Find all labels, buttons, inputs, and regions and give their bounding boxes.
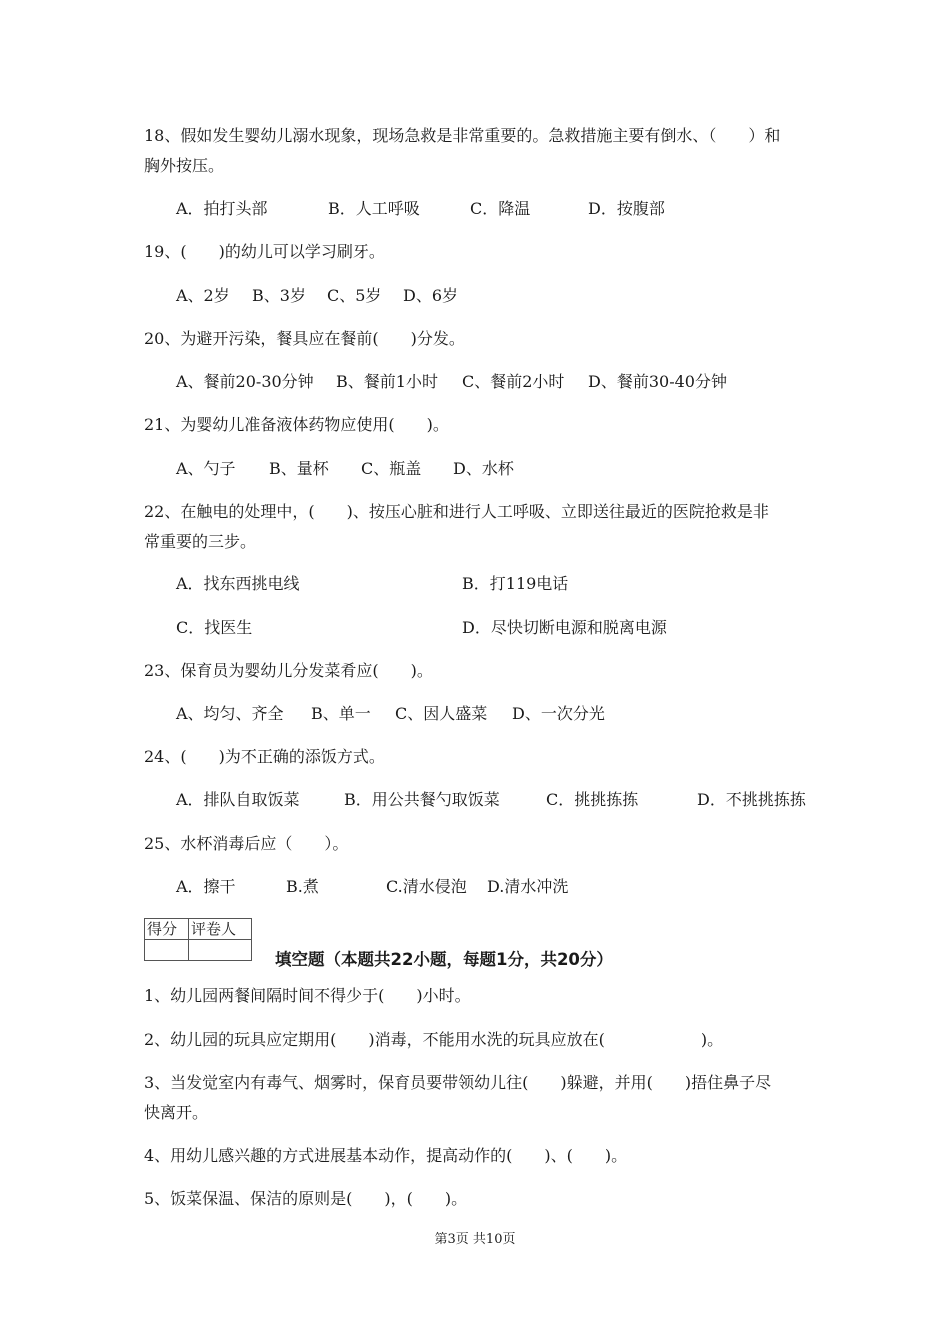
score-header: 得分 <box>145 919 189 940</box>
fill-3-text-cont: 快离开。 <box>144 1103 209 1122</box>
fill-5-text: 5、饭菜保温、保洁的原则是( )，( )。 <box>144 1189 468 1208</box>
question-21-option-a: A、勺子 <box>176 459 236 478</box>
question-23-option-d: D、一次分光 <box>512 704 605 723</box>
question-25-option-d: D.清水冲洗 <box>487 877 569 896</box>
question-19-option-d: D、6岁 <box>403 286 459 305</box>
question-23-text: 23、保育员为婴幼儿分发菜肴应( )。 <box>144 661 433 680</box>
section-title: 填空题（本题共22小题，每题1分，共20分） <box>275 950 613 969</box>
question-20-option-b: B、餐前1小时 <box>336 372 438 391</box>
question-22-option-d: D．尽快切断电源和脱离电源 <box>462 618 667 637</box>
question-18-option-a: A．拍打头部 <box>176 199 268 218</box>
question-20-option-c: C、餐前2小时 <box>462 372 565 391</box>
grader-header: 评卷人 <box>189 919 252 940</box>
question-23-option-a: A、均匀、齐全 <box>176 704 284 723</box>
question-21-option-c: C、瓶盖 <box>361 459 422 478</box>
question-24-option-d: D．不挑挑拣拣 <box>697 790 806 809</box>
question-22-option-c: C．找医生 <box>176 618 253 637</box>
grader-cell <box>189 940 252 961</box>
fill-2-text: 2、幼儿园的玩具应定期用( )消毒，不能用水洗的玩具应放在( )。 <box>144 1030 724 1049</box>
question-19-option-a: A、2岁 <box>176 286 230 305</box>
question-18-text-cont: 胸外按压。 <box>144 156 225 175</box>
question-21-option-d: D、水杯 <box>453 459 514 478</box>
question-23-option-c: C、因人盛菜 <box>395 704 488 723</box>
question-18-option-d: D．按腹部 <box>588 199 665 218</box>
question-24-option-c: C．挑挑拣拣 <box>546 790 639 809</box>
question-20-option-a: A、餐前20-30分钟 <box>176 372 314 391</box>
question-21-option-b: B、量杯 <box>269 459 329 478</box>
question-19-option-c: C、5岁 <box>327 286 382 305</box>
question-20-text: 20、为避开污染，餐具应在餐前( )分发。 <box>144 329 465 348</box>
question-25-text: 25、水杯消毒后应（ ）。 <box>144 834 349 853</box>
score-cell <box>145 940 189 961</box>
question-18-text: 18、假如发生婴幼儿溺水现象，现场急救是非常重要的。急救措施主要有倒水、（ ）和 <box>144 126 781 145</box>
fill-3-text: 3、当发觉室内有毒气、烟雾时，保育员要带领幼儿往( )躲避，并用( )捂住鼻子尽 <box>144 1073 772 1092</box>
question-19-option-b: B、3岁 <box>252 286 306 305</box>
question-22-option-a: A．找东西挑电线 <box>176 574 300 593</box>
question-18-option-c: C．降温 <box>470 199 531 218</box>
question-24-option-a: A．排队自取饭菜 <box>176 790 300 809</box>
question-25-option-a: A．擦干 <box>176 877 236 896</box>
question-23-option-b: B、单一 <box>311 704 371 723</box>
question-25-option-c: C.清水侵泡 <box>386 877 467 896</box>
question-24-option-b: B．用公共餐勺取饭菜 <box>344 790 500 809</box>
fill-4-text: 4、用幼儿感兴趣的方式进展基本动作，提高动作的( )、( )。 <box>144 1146 628 1165</box>
score-table <box>144 918 252 961</box>
question-18-option-b: B．人工呼吸 <box>328 199 420 218</box>
question-22-text: 22、在触电的处理中，( )、按压心脏和进行人工呼吸、立即送往最近的医院抢救是非 <box>144 502 769 521</box>
question-22-text-cont: 常重要的三步。 <box>144 532 257 551</box>
fill-1-text: 1、幼儿园两餐间隔时间不得少于( )小时。 <box>144 986 471 1005</box>
question-24-text: 24、( )为不正确的添饭方式。 <box>144 747 385 766</box>
question-20-option-d: D、餐前30-40分钟 <box>588 372 727 391</box>
page-footer: 第3页 共10页 <box>434 1232 516 1247</box>
question-22-option-b: B．打119电话 <box>462 574 569 593</box>
question-19-text: 19、( )的幼儿可以学习刷牙。 <box>144 242 385 261</box>
question-21-text: 21、为婴幼儿准备液体药物应使用( )。 <box>144 415 449 434</box>
question-25-option-b: B.煮 <box>286 877 319 896</box>
